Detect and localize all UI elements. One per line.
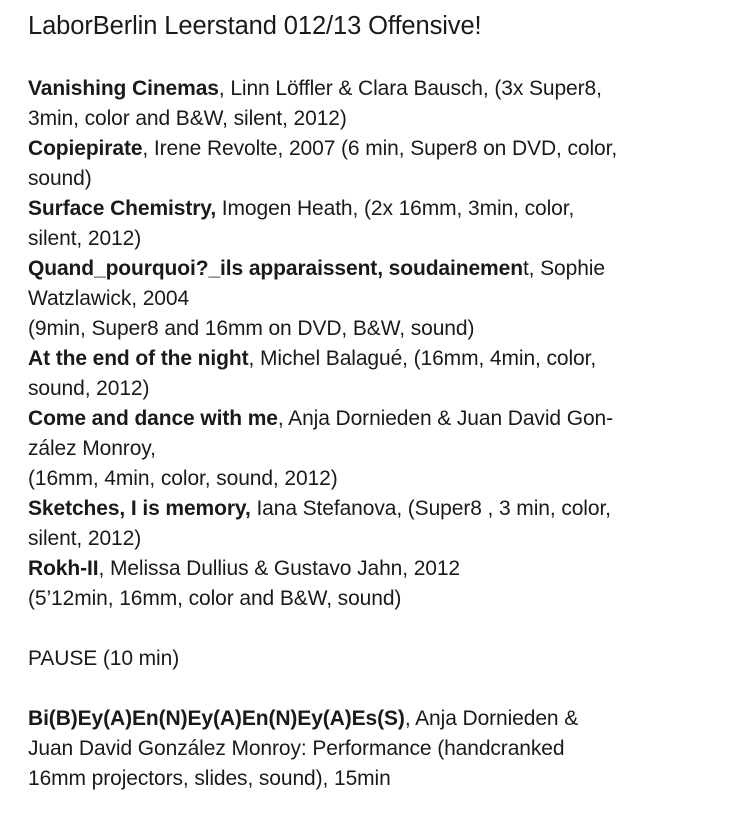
film-title: At the end of the night <box>28 347 249 370</box>
entry-line: sound) <box>28 167 92 190</box>
page-title: LaborBerlin Leerstand 012/13 Offensive! <box>28 12 482 40</box>
film-details: , Melissa Dullius & Gustavo Jahn, 2012 <box>98 557 461 580</box>
film-title: Rokh-II <box>28 557 99 580</box>
entry-line <box>28 344 740 374</box>
film-title: Vanishing Cinemas <box>28 77 219 100</box>
entry-line <box>28 704 740 734</box>
entry-line <box>28 194 740 224</box>
entry-line <box>28 134 740 164</box>
film-details: Imogen Heath, (2x 16mm, 3min, color, <box>216 197 575 220</box>
entry-line <box>28 74 740 104</box>
entry-line: (9min, Super8 and 16mm on DVD, B&W, sound) <box>28 317 475 340</box>
film-entry <box>28 344 740 404</box>
film-entry <box>28 134 740 194</box>
film-details: Iana Stefanova, (Super8 , 3 min, color, <box>250 497 611 520</box>
performance-title: Bi(B)Ey(A)En(N)Ey(A)En(N)Ey(A)Es(S) <box>28 707 405 730</box>
entry-line: zález Monroy, <box>28 437 156 460</box>
film-entry <box>28 74 740 134</box>
spacer <box>28 44 740 74</box>
entry-line <box>28 404 740 434</box>
film-entry <box>28 554 740 614</box>
entry-line: Juan David González Monroy: Performance (handcranked <box>28 737 565 760</box>
spacer <box>28 674 740 704</box>
film-entry <box>28 254 740 344</box>
film-title: Quand_pourquoi?_ils apparaissent, soudainemen <box>28 257 523 280</box>
film-details: , Michel Balagué, (16mm, 4min, color, <box>248 347 597 370</box>
film-details: t, Sophie <box>522 257 605 280</box>
entry-line: silent, 2012) <box>28 527 142 550</box>
spacer <box>28 614 740 644</box>
program-document <box>28 8 740 794</box>
entry-line: (16mm, 4min, color, sound, 2012) <box>28 467 338 490</box>
film-title: Sketches, I is memory, <box>28 497 251 520</box>
entry-line: Watzlawick, 2004 <box>28 287 190 310</box>
film-entry <box>28 494 740 554</box>
entry-line: 16mm projectors, slides, sound), 15min <box>28 767 391 790</box>
performance-entry <box>28 704 740 794</box>
entry-line <box>28 254 740 284</box>
film-details: , Irene Revolte, 2007 (6 min, Super8 on DVD, color, <box>142 137 618 160</box>
film-entry <box>28 194 740 254</box>
entry-line <box>28 494 740 524</box>
entry-line <box>28 554 740 584</box>
entry-line: sound, 2012) <box>28 377 150 400</box>
entry-line: 3min, color and B&W, silent, 2012) <box>28 107 347 130</box>
film-title: Surface Chemistry, <box>28 197 217 220</box>
film-entry <box>28 404 740 494</box>
performance-details: , Anja Dornieden & <box>404 707 579 730</box>
film-title: Come and dance with me <box>28 407 278 430</box>
entry-line: (5’12min, 16mm, color and B&W, sound) <box>28 587 402 610</box>
film-details: , Anja Dornieden & Juan David Gon- <box>277 407 613 430</box>
pause-note: PAUSE (10 min) <box>28 647 180 670</box>
entry-line: silent, 2012) <box>28 227 142 250</box>
film-title: Copiepirate <box>28 137 143 160</box>
film-details: , Linn Löffler & Clara Bausch, (3x Super8, <box>218 77 602 100</box>
